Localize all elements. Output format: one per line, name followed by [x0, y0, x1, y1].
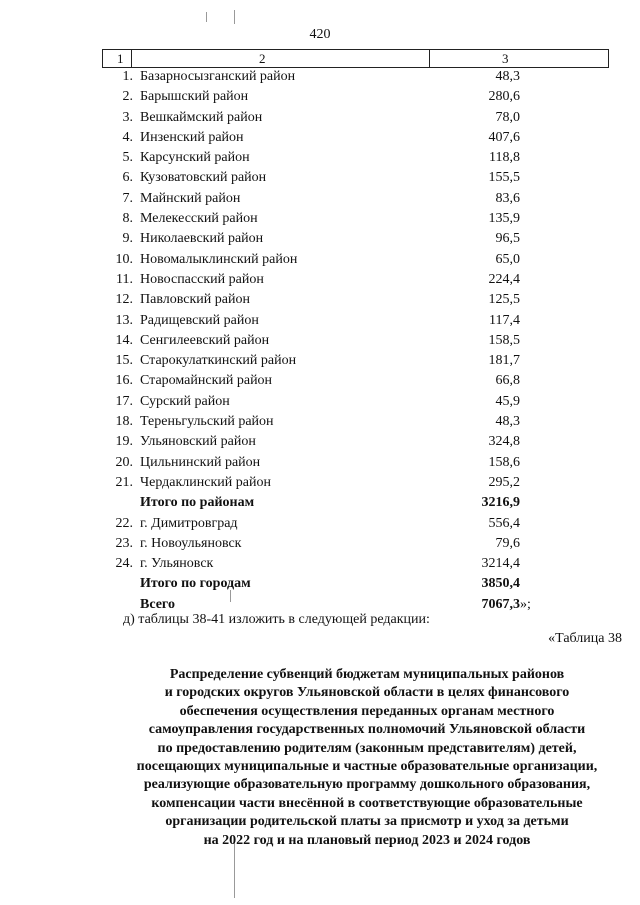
- row-value-number: 48,3: [495, 414, 520, 430]
- row-number: 24.: [115, 556, 133, 572]
- row-value: [460, 473, 520, 493]
- row-number: 19.: [115, 434, 133, 450]
- table-row: [0, 250, 640, 270]
- row-value: [460, 453, 520, 473]
- row-value-number: 135,9: [488, 211, 520, 227]
- row-value: [460, 128, 520, 148]
- row-value-number: 125,5: [488, 292, 520, 308]
- table-row: [0, 128, 640, 148]
- row-value: [460, 67, 520, 87]
- row-value-number: 7067,3: [481, 596, 520, 612]
- row-name: Сенгилеевский район: [140, 332, 270, 348]
- row-number: 7.: [122, 190, 133, 206]
- title-line: компенсации части внесённой в соответствующие образовательные: [151, 795, 583, 811]
- row-value-number: 118,8: [489, 150, 520, 166]
- row-value: [460, 534, 520, 554]
- row-value: [460, 371, 520, 391]
- row-number: 15.: [115, 353, 133, 369]
- title-line: реализующие образовательную программу дошкольного образования,: [143, 777, 591, 793]
- title-line: и городских округов Ульяновской области в целях финансового: [164, 685, 570, 701]
- title-line: организации родительской платы за присмотр и уход за детьми: [165, 814, 569, 830]
- row-value-number: 3214,4: [481, 556, 520, 572]
- table-row: [0, 108, 640, 128]
- row-value-number: 224,4: [488, 271, 520, 287]
- row-name: Чердаклинский район: [140, 474, 271, 490]
- row-name: Сурский район: [140, 393, 230, 409]
- row-value-number: 48,3: [495, 69, 520, 84]
- row-value-number: 3216,9: [481, 495, 520, 511]
- row-value-number: 280,6: [488, 89, 520, 105]
- row-value-number: 181,7: [488, 353, 520, 369]
- row-name: Вешкаймский район: [140, 109, 263, 125]
- row-number: 6.: [122, 170, 133, 186]
- table-row: [0, 189, 640, 209]
- row-value-number: 66,8: [495, 373, 520, 389]
- row-value-number: 83,6: [495, 190, 520, 206]
- row-name: Новоспасский район: [140, 271, 264, 287]
- row-name: г. Ульяновск: [140, 556, 214, 572]
- row-number: 5.: [122, 150, 133, 166]
- row-value-number: 65,0: [495, 251, 520, 267]
- row-value-number: 117,4: [489, 312, 520, 328]
- table-row: [0, 331, 640, 351]
- row-number: 20.: [115, 454, 133, 470]
- row-name: Радищевский район: [140, 312, 259, 328]
- row-name: Николаевский район: [140, 231, 264, 247]
- row-value-number: 407,6: [488, 129, 520, 145]
- title-line: обеспечения осуществления переданных органам местного: [179, 703, 555, 719]
- row-number: 8.: [122, 211, 133, 227]
- table-row: [0, 453, 640, 473]
- row-value-number: 78,0: [495, 109, 520, 125]
- row-name: Ульяновский район: [140, 434, 256, 450]
- row-value: [460, 574, 520, 594]
- row-value: [460, 229, 520, 249]
- row-value: [460, 148, 520, 168]
- table-row: [0, 229, 640, 249]
- table-row: [0, 432, 640, 452]
- row-name: Мелекесский район: [140, 211, 258, 227]
- table-body: [0, 67, 640, 615]
- header-col-2: 2: [259, 51, 266, 66]
- row-value-number: 556,4: [488, 515, 520, 531]
- header-divider: [131, 50, 132, 67]
- row-value-number: 96,5: [495, 231, 520, 247]
- table-row: [0, 473, 640, 493]
- table-row: [0, 534, 640, 554]
- table-row: [0, 392, 640, 412]
- row-number: 22.: [115, 515, 133, 531]
- row-value: [460, 595, 531, 615]
- row-value: [460, 331, 520, 351]
- header-col-3: 3: [502, 51, 509, 66]
- table-row: [0, 351, 640, 371]
- row-value: [460, 168, 520, 188]
- row-value-number: 158,5: [488, 332, 520, 348]
- table-header: [102, 49, 609, 68]
- row-number: 14.: [115, 332, 133, 348]
- table-row: [0, 67, 640, 87]
- row-name: Павловский район: [140, 292, 250, 308]
- row-value: [460, 311, 520, 331]
- header-col-1: 1: [117, 51, 124, 66]
- row-number: 13.: [115, 312, 133, 328]
- row-number: 2.: [122, 89, 133, 105]
- row-number: 1.: [122, 69, 133, 84]
- row-value: [460, 270, 520, 290]
- table-row: [0, 412, 640, 432]
- row-value: [460, 87, 520, 107]
- row-name: Старомайнский район: [140, 373, 273, 389]
- row-name: Кузоватовский район: [140, 170, 267, 186]
- title-line: по предоставлению родителям (законным представителям) детей,: [157, 740, 577, 756]
- table-label: «Таблица 38: [548, 631, 622, 646]
- row-number: 23.: [115, 535, 133, 551]
- title-line: на 2022 год и на плановый период 2023 и 2024 годов: [203, 832, 531, 848]
- table-row: [0, 514, 640, 534]
- header-divider: [429, 50, 430, 67]
- row-name: Барышский район: [140, 89, 249, 105]
- row-value: [460, 209, 520, 229]
- row-value: [460, 108, 520, 128]
- scan-artifact: [206, 12, 207, 22]
- table-row: [0, 209, 640, 229]
- edit-note: д) таблицы 38-41 изложить в следующей редакции:: [123, 612, 430, 627]
- table-total-row: [0, 574, 640, 594]
- row-value: [460, 412, 520, 432]
- title-line: посещающих муниципальные и частные образовательные организации,: [136, 759, 598, 775]
- row-value-suffix: »;: [520, 596, 531, 612]
- row-value: [460, 432, 520, 452]
- row-number: 10.: [115, 251, 133, 267]
- title-line: Распределение субвенций бюджетам муниципальных районов: [169, 667, 565, 682]
- row-name: Старокулаткинский район: [140, 353, 297, 369]
- row-name: Всего: [140, 596, 175, 612]
- row-value: [460, 189, 520, 209]
- table-row: [0, 554, 640, 574]
- row-number: 11.: [116, 271, 133, 287]
- table-row: [0, 371, 640, 391]
- row-name: Итого по районам: [140, 495, 255, 511]
- row-number: 3.: [122, 109, 133, 125]
- page-number: 420: [309, 27, 331, 42]
- row-name: Базарносызганский район: [140, 69, 296, 84]
- row-value: [460, 493, 520, 513]
- row-name: Майнский район: [140, 190, 241, 206]
- row-value-number: 155,5: [488, 170, 520, 186]
- row-value-number: 79,6: [495, 535, 520, 551]
- row-name: Инзенский район: [140, 129, 244, 145]
- row-number: 16.: [115, 373, 133, 389]
- row-value-number: 45,9: [495, 393, 520, 409]
- row-name: Новомалыклинский район: [140, 251, 298, 267]
- row-name: Карсунский район: [140, 150, 250, 166]
- row-name: Итого по городам: [140, 576, 251, 592]
- document-title: [110, 666, 624, 850]
- row-value-number: 158,6: [488, 454, 520, 470]
- scan-artifact: [234, 10, 235, 24]
- row-value: [460, 250, 520, 270]
- table-row: [0, 290, 640, 310]
- row-name: Цильнинский район: [140, 454, 261, 470]
- title-line: самоуправления государственных полномочий Ульяновской области: [148, 722, 586, 738]
- row-number: 17.: [115, 393, 133, 409]
- row-value-number: 324,8: [488, 434, 520, 450]
- row-value: [460, 351, 520, 371]
- table-total-row: [0, 493, 640, 513]
- row-number: 18.: [115, 414, 133, 430]
- row-value-number: 295,2: [488, 474, 520, 490]
- row-number: 9.: [122, 231, 133, 247]
- table-row: [0, 87, 640, 107]
- row-name: Тереньгульский район: [140, 414, 274, 430]
- table-row: [0, 168, 640, 188]
- row-number: 12.: [115, 292, 133, 308]
- table-row: [0, 148, 640, 168]
- row-value: [460, 392, 520, 412]
- table-row: [0, 270, 640, 290]
- row-value-number: 3850,4: [481, 576, 520, 592]
- row-number: 4.: [122, 129, 133, 145]
- row-value: [460, 514, 520, 534]
- row-number: 21.: [115, 474, 133, 490]
- table-row: [0, 311, 640, 331]
- row-name: г. Новоульяновск: [140, 535, 242, 551]
- row-value: [460, 290, 520, 310]
- row-name: г. Димитровград: [140, 515, 238, 531]
- row-value: [460, 554, 520, 574]
